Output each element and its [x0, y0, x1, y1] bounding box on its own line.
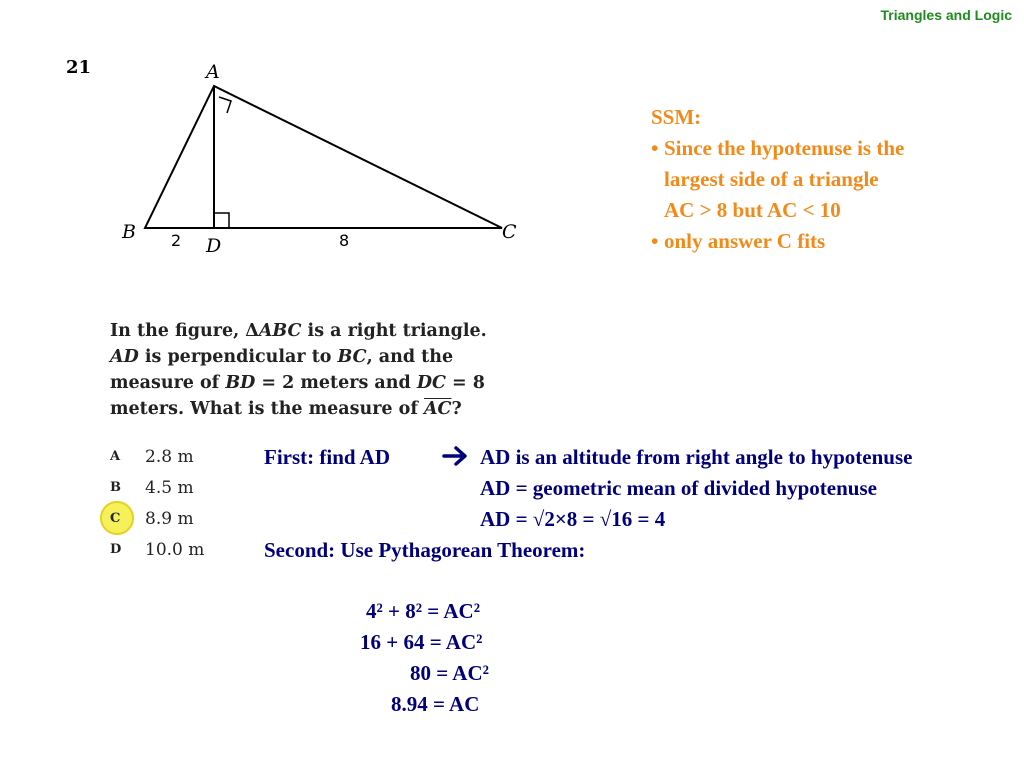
right-angle-mark-a	[219, 97, 231, 113]
ssm-bullet-1-line-3: AC > 8 but AC < 10	[664, 198, 841, 222]
question-line-2	[110, 344, 570, 370]
ssm-note	[651, 102, 904, 257]
choice-value: 4.5 m	[145, 477, 194, 498]
ssm-bullet-2-text: only answer C fits	[664, 229, 826, 253]
solution-second-step: Second: Use Pythagorean Theorem:	[264, 538, 586, 562]
vertex-label-d: D	[206, 235, 222, 257]
equation-2: 16 + 64 = AC²	[360, 630, 483, 654]
segment-label-dc: 8	[339, 231, 350, 250]
solution-line-1: AD is an altitude from right angle to hypotenuse	[480, 445, 913, 469]
text-run: BD	[225, 373, 256, 393]
equation-1: 4² + 8² = AC²	[366, 599, 480, 623]
solution-first-step: First: find AD	[264, 445, 390, 469]
choice-value: 8.9 m	[145, 508, 194, 529]
question-line-3	[110, 370, 570, 396]
answer-choice-d[interactable]	[110, 534, 204, 565]
text-run: ?	[451, 399, 462, 419]
solution-line-2: AD = geometric mean of divided hypotenuse	[480, 476, 877, 500]
text-run: is a right triangle.	[301, 321, 487, 341]
right-angle-mark-d	[214, 213, 229, 228]
answer-choice-a[interactable]	[110, 441, 204, 472]
vertex-label-a: A	[206, 61, 220, 83]
ssm-bullet-2	[651, 226, 904, 257]
slide-title: Triangles and Logic	[880, 7, 1012, 23]
ssm-bullet-1-line-2: largest side of a triangle	[664, 167, 879, 191]
text-run: AD	[110, 347, 139, 367]
text-run: = 2 meters and	[255, 373, 417, 393]
vertex-label-b: B	[122, 221, 136, 243]
ssm-bullet-1	[651, 133, 904, 164]
question-line-1	[110, 318, 570, 344]
right-arrow-icon	[442, 445, 472, 467]
choice-letter: B	[110, 480, 121, 495]
vertex-label-c: C	[502, 221, 517, 243]
text-run: is perpendicular to	[138, 347, 338, 367]
text-run: ABC	[258, 321, 302, 341]
choice-value: 10.0 m	[145, 539, 205, 560]
answer-choices	[110, 441, 204, 565]
choice-letter: D	[110, 542, 122, 557]
ssm-bullet-1-line-1: Since the hypotenuse is the	[664, 136, 905, 160]
equation-3: 80 = AC²	[410, 661, 489, 685]
choice-value: 2.8 m	[145, 446, 194, 467]
segment-label-bd: 2	[171, 231, 182, 250]
answer-choice-b[interactable]	[110, 472, 204, 503]
question-line-4	[110, 396, 570, 422]
text-run: BC	[337, 347, 367, 367]
triangle-abc	[145, 86, 502, 228]
solution-line-3: AD = √2×8 = √16 = 4	[480, 507, 666, 531]
text-run: , and the	[366, 347, 454, 367]
text-run: DC	[416, 373, 446, 393]
text-run: meters. What is the measure of	[110, 399, 424, 419]
answer-choice-c[interactable]	[110, 503, 204, 534]
text-run: $\overline{AC}$	[423, 399, 452, 419]
text-run: measure of	[110, 373, 226, 393]
choice-letter: A	[110, 449, 121, 464]
equation-4: 8.94 = AC	[391, 692, 480, 716]
question-number: 21	[66, 57, 92, 78]
choice-letter: C	[110, 511, 121, 526]
bullet-glyph: •	[651, 136, 659, 160]
text-run: In the figure, Δ	[110, 321, 259, 341]
text-run: = 8	[445, 373, 485, 393]
ssm-title: SSM:	[651, 105, 702, 129]
bullet-glyph: •	[651, 229, 659, 253]
question-text	[110, 318, 570, 422]
